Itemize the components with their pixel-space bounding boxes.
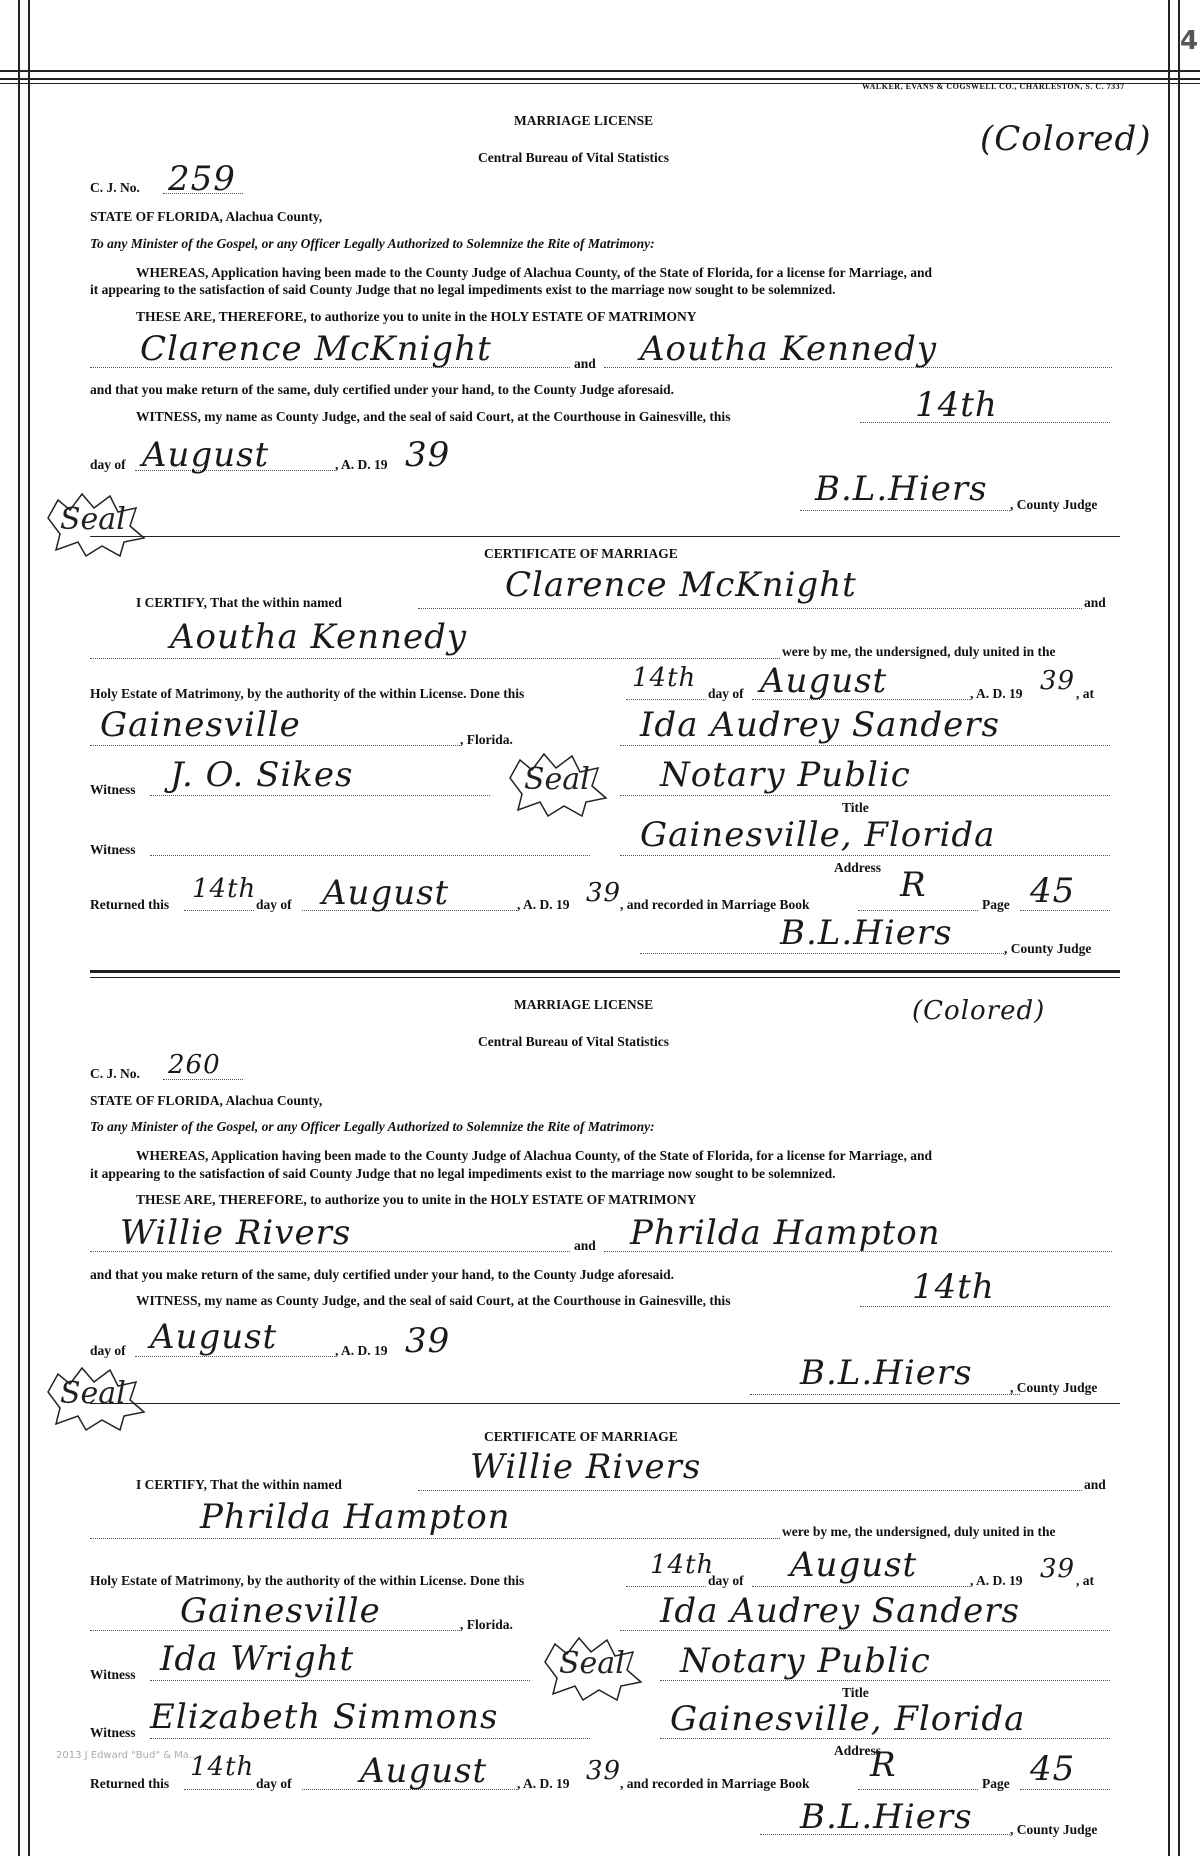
page-label: Page bbox=[982, 1776, 1010, 1791]
page-number: 4 bbox=[1180, 26, 1199, 56]
cert-month: August bbox=[790, 1545, 918, 1585]
county-judge-label: , County Judge bbox=[1010, 1380, 1098, 1395]
top-rule-2 bbox=[0, 78, 1200, 80]
cert-day: 14th bbox=[632, 663, 697, 693]
right-border-inner bbox=[1178, 0, 1180, 1856]
address-label: Address bbox=[834, 860, 882, 875]
license-cert-divider-1 bbox=[90, 536, 1120, 537]
license-title: MARRIAGE LICENSE bbox=[514, 113, 654, 128]
license-day: 14th bbox=[915, 385, 998, 425]
cert-groom-line bbox=[418, 608, 1082, 609]
certificate-title: CERTIFICATE OF MARRIAGE bbox=[484, 546, 678, 561]
returned-ad-label: , A. D. 19 bbox=[517, 897, 570, 912]
cert-bride-line bbox=[90, 658, 780, 659]
witness-1-line bbox=[150, 1680, 530, 1681]
cert-seal-label: Seal bbox=[559, 1646, 625, 1681]
witness-2-line bbox=[150, 1738, 590, 1739]
recorded-label: , and recorded in Marriage Book bbox=[620, 897, 810, 912]
cert-day-of: day of bbox=[708, 1573, 744, 1588]
address-label: Address bbox=[834, 1743, 882, 1758]
cert-seal bbox=[500, 748, 610, 818]
returned-ad-label: , A. D. 19 bbox=[517, 1776, 570, 1791]
united-line: were by me, the undersigned, duly united in the bbox=[782, 644, 1056, 659]
day-of-label: day of bbox=[90, 1343, 126, 1358]
place: Gainesville bbox=[100, 705, 301, 745]
return-line: and that you make return of the same, duly certified under your hand, to the County Judge aforesaid. bbox=[90, 1267, 675, 1282]
state-line: STATE OF FLORIDA, Alachua County, bbox=[90, 1093, 323, 1108]
county-judge-label-2: , County Judge bbox=[1010, 1822, 1098, 1837]
bride-name: Aoutha Kennedy bbox=[640, 329, 938, 369]
cert-groom: Clarence McKnight bbox=[505, 565, 857, 605]
cert-month-line bbox=[752, 1586, 970, 1587]
county-judge-label: , County Judge bbox=[1010, 497, 1098, 512]
license-year: 39 bbox=[405, 435, 451, 475]
address-line: To any Minister of the Gospel, or any Officer Legally Authorized to Solemnize the Rite of Matrimony: bbox=[90, 1119, 655, 1134]
florida-label: , Florida. bbox=[460, 732, 513, 747]
place: Gainesville bbox=[180, 1591, 381, 1631]
officiant-title: Notary Public bbox=[680, 1641, 931, 1681]
witness-1: Ida Wright bbox=[160, 1639, 355, 1679]
cert-bride-line bbox=[90, 1538, 780, 1539]
witness-2-label: Witness bbox=[90, 842, 136, 857]
section-divider-2 bbox=[90, 977, 1120, 978]
returned-day-line bbox=[184, 1789, 254, 1790]
ad-label: , A. D. 19 bbox=[335, 457, 388, 472]
officiant-title-line bbox=[620, 795, 1110, 796]
page-value: 45 bbox=[1030, 1749, 1076, 1789]
license-subtitle: Central Bureau of Vital Statistics bbox=[478, 150, 669, 165]
cj-number: 259 bbox=[168, 159, 236, 199]
page-value: 45 bbox=[1030, 871, 1076, 911]
cert-groom: Willie Rivers bbox=[470, 1447, 702, 1487]
and-label: and bbox=[574, 1238, 596, 1253]
judge-signature: B.L.Hiers bbox=[815, 469, 988, 509]
top-rule bbox=[0, 70, 1200, 72]
license-title: MARRIAGE LICENSE bbox=[514, 997, 654, 1012]
groom-name: Willie Rivers bbox=[120, 1213, 352, 1253]
witness-line: WITNESS, my name as County Judge, and the seal of said Court, at the Courthouse in Gainesville, this bbox=[136, 409, 731, 424]
county-judge-label-2: , County Judge bbox=[1004, 941, 1092, 956]
witness-1-line bbox=[150, 795, 490, 796]
day-of-label: day of bbox=[90, 457, 126, 472]
witness-2: Elizabeth Simmons bbox=[150, 1697, 499, 1737]
returned-day: 14th bbox=[192, 874, 257, 904]
cj-label: C. J. No. bbox=[90, 180, 140, 195]
page-line bbox=[1020, 1789, 1110, 1790]
license-seal bbox=[38, 488, 148, 558]
title-label: Title bbox=[842, 1685, 869, 1700]
returned-day-of: day of bbox=[256, 897, 292, 912]
title-label: Title bbox=[842, 800, 869, 815]
page-label: Page bbox=[982, 897, 1010, 912]
left-border-outer bbox=[18, 0, 20, 1856]
florida-label: , Florida. bbox=[460, 1617, 513, 1632]
whereas-line-2: it appearing to the satisfaction of said County Judge that no legal impediments exist to the marriage now sought to be solemnized. bbox=[90, 282, 836, 297]
seal-label: Seal bbox=[60, 502, 126, 537]
officiant-address-line bbox=[620, 855, 1110, 856]
cert-month: August bbox=[760, 661, 888, 701]
cert-day-of: day of bbox=[708, 686, 744, 701]
ad-label: , A. D. 19 bbox=[335, 1343, 388, 1358]
right-border-outer bbox=[1168, 0, 1170, 1856]
united-line: were by me, the undersigned, duly united in the bbox=[782, 1524, 1056, 1539]
cert-ad-label: , A. D. 19 bbox=[970, 686, 1023, 701]
license-cert-divider-2 bbox=[90, 1403, 1120, 1404]
judge-signature-2: B.L.Hiers bbox=[780, 913, 953, 953]
cj-number: 260 bbox=[168, 1050, 221, 1080]
license-month: August bbox=[150, 1317, 278, 1357]
book: R bbox=[900, 865, 927, 905]
returned-label: Returned this bbox=[90, 897, 170, 912]
witness-1-label: Witness bbox=[90, 1667, 136, 1682]
race-note: (Colored) bbox=[980, 119, 1152, 159]
and-label: and bbox=[574, 356, 596, 371]
cert-and-label: and bbox=[1084, 595, 1106, 610]
race-note: (Colored) bbox=[912, 996, 1046, 1026]
judge-sig-line bbox=[800, 510, 1010, 511]
license-seal bbox=[38, 1362, 148, 1432]
cert-day-line bbox=[626, 699, 706, 700]
cert-at-label: , at bbox=[1076, 1573, 1094, 1588]
certify-line: I CERTIFY, That the within named bbox=[136, 595, 342, 610]
printer-imprint: WALKER, EVANS & COGSWELL CO., CHARLESTON, S. C. 7337 bbox=[862, 82, 1125, 91]
returned-month: August bbox=[360, 1751, 488, 1791]
officiant-signature: Ida Audrey Sanders bbox=[660, 1591, 1020, 1631]
bride-name: Phrilda Hampton bbox=[630, 1213, 941, 1253]
authorize-line: THESE ARE, THEREFORE, to authorize you to unite in the HOLY ESTATE OF MATRIMONY bbox=[136, 309, 697, 324]
cert-at-label: , at bbox=[1076, 686, 1094, 701]
cert-and-label: and bbox=[1084, 1477, 1106, 1492]
watermark: 2013 J Edward "Bud" & Ma... bbox=[56, 1750, 199, 1761]
license-year: 39 bbox=[405, 1321, 451, 1361]
book-line bbox=[858, 910, 978, 911]
returned-day-line bbox=[184, 910, 254, 911]
witness-2-line bbox=[150, 855, 590, 856]
address-line: To any Minister of the Gospel, or any Officer Legally Authorized to Solemnize the Rite of Matrimony: bbox=[90, 236, 655, 251]
cert-year: 39 bbox=[1040, 666, 1076, 696]
recorded-label: , and recorded in Marriage Book bbox=[620, 1776, 810, 1791]
holy-estate-line: Holy Estate of Matrimony, by the authority of the within License. Done this bbox=[90, 1573, 525, 1588]
returned-day: 14th bbox=[190, 1752, 255, 1782]
witness-2-label: Witness bbox=[90, 1725, 136, 1740]
book-line bbox=[858, 1789, 978, 1790]
license-day: 14th bbox=[912, 1267, 995, 1307]
cert-day-line bbox=[626, 1586, 706, 1587]
whereas-line-1: WHEREAS, Application having been made to the County Judge of Alachua County, of the State of Florida, for a license for Marriage, and bbox=[136, 265, 933, 280]
cert-day: 14th bbox=[650, 1550, 715, 1580]
officiant-line bbox=[620, 745, 1110, 746]
whereas-line-2: it appearing to the satisfaction of said County Judge that no legal impediments exist to the marriage now sought to be solemnized. bbox=[90, 1166, 836, 1181]
license-month: August bbox=[142, 435, 270, 475]
judge-signature-2: B.L.Hiers bbox=[800, 1797, 973, 1837]
cert-bride: Phrilda Hampton bbox=[200, 1497, 511, 1537]
whereas-line-1: WHEREAS, Application having been made to the County Judge of Alachua County, of the State of Florida, for a license for Marriage, and bbox=[136, 1148, 933, 1163]
cj-label: C. J. No. bbox=[90, 1066, 140, 1081]
book: R bbox=[870, 1745, 897, 1785]
witness-line: WITNESS, my name as County Judge, and the seal of said Court, at the Courthouse in Gainesville, this bbox=[136, 1293, 731, 1308]
officiant-address: Gainesville, Florida bbox=[640, 815, 996, 855]
place-line bbox=[90, 745, 460, 746]
state-line: STATE OF FLORIDA, Alachua County, bbox=[90, 209, 323, 224]
returned-day-of: day of bbox=[256, 1776, 292, 1791]
certify-line: I CERTIFY, That the within named bbox=[136, 1477, 342, 1492]
cert-bride: Aoutha Kennedy bbox=[170, 617, 468, 657]
returned-month: August bbox=[322, 873, 450, 913]
return-line: and that you make return of the same, duly certified under your hand, to the County Judge aforesaid. bbox=[90, 382, 675, 397]
cert-ad-label: , A. D. 19 bbox=[970, 1573, 1023, 1588]
certificate-title: CERTIFICATE OF MARRIAGE bbox=[484, 1429, 678, 1444]
seal-label: Seal bbox=[60, 1376, 126, 1411]
license-subtitle: Central Bureau of Vital Statistics bbox=[478, 1034, 669, 1049]
returned-year: 39 bbox=[586, 1756, 622, 1786]
officiant-signature: Ida Audrey Sanders bbox=[640, 705, 1000, 745]
returned-year: 39 bbox=[586, 878, 622, 908]
witness-1: J. O. Sikes bbox=[170, 755, 354, 795]
left-border-inner bbox=[28, 0, 30, 1856]
officiant-address: Gainesville, Florida bbox=[670, 1699, 1026, 1739]
cert-seal bbox=[535, 1632, 645, 1702]
cert-seal-label: Seal bbox=[524, 762, 590, 797]
judge-signature: B.L.Hiers bbox=[800, 1353, 973, 1393]
witness-1-label: Witness bbox=[90, 782, 136, 797]
groom-name: Clarence McKnight bbox=[140, 329, 492, 369]
returned-label: Returned this bbox=[90, 1776, 170, 1791]
officiant-title: Notary Public bbox=[660, 755, 911, 795]
section-divider bbox=[90, 970, 1120, 973]
judge-sig-line bbox=[750, 1394, 1020, 1395]
cert-groom-line bbox=[418, 1490, 1082, 1491]
judge-sig-2-line bbox=[640, 953, 1004, 954]
authorize-line: THESE ARE, THEREFORE, to authorize you to unite in the HOLY ESTATE OF MATRIMONY bbox=[136, 1192, 697, 1207]
holy-estate-line: Holy Estate of Matrimony, by the authority of the within License. Done this bbox=[90, 686, 525, 701]
cert-year: 39 bbox=[1040, 1554, 1076, 1584]
